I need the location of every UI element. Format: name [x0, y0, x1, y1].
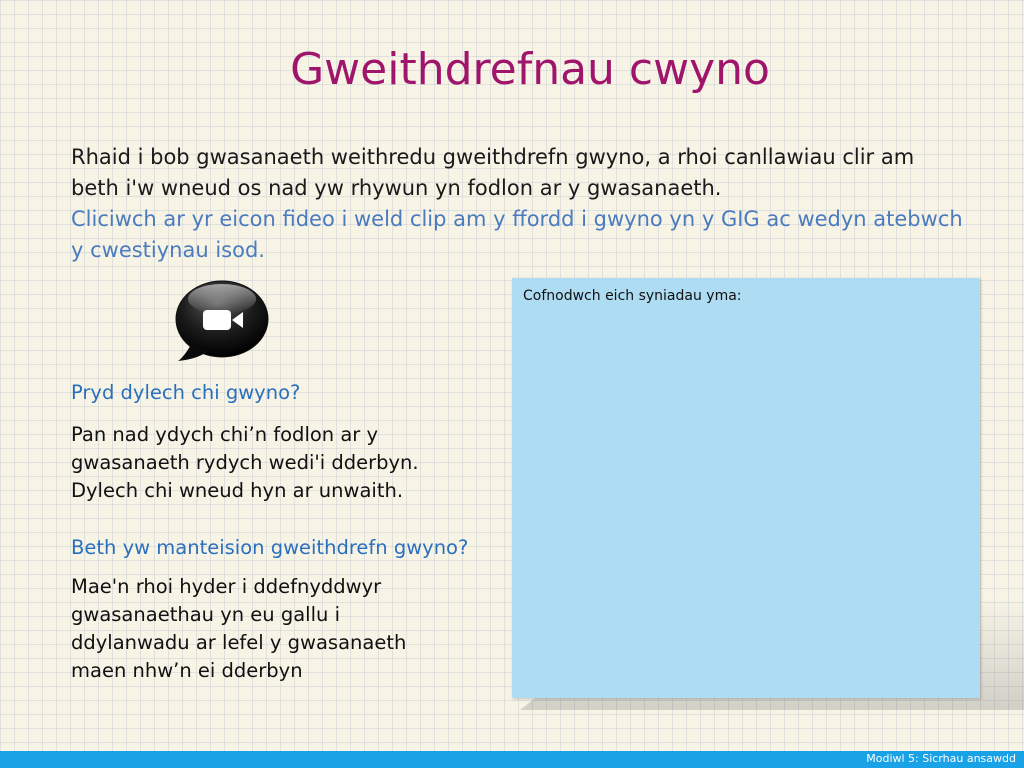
slide-title: Gweithdrefnau cwyno [290, 44, 770, 95]
answer-1: Pan nad ydych chi’n fodlon ar y gwasanaeth rydych wedi'i dderbyn. Dylech chi wneud hyn ar unwaith. [71, 423, 419, 502]
notes-input[interactable] [523, 310, 973, 684]
video-instruction-text: Cliciwch ar yr eicon fideo i weld clip am y ffordd i gwyno yn y GIG ac wedyn atebwch y cwestiynau isod. [71, 207, 963, 262]
answer-2: Mae'n rhoi hyder i ddefnyddwyr gwasanaethau yn eu gallu i ddylanwadu ar lefel y gwasanaeth maen nhw’n ei dderbyn [71, 575, 407, 682]
footer-module-label: Modiwl 5: Sicrhau ansawdd [866, 752, 1016, 765]
question-2: Beth yw manteision gweithdrefn gwyno? [71, 536, 469, 559]
question-1: Pryd dylech chi gwyno? [71, 381, 301, 404]
notes-label: Cofnodwch eich syniadau yma: [523, 288, 742, 304]
footer-bar [0, 751, 1024, 768]
video-camera-icon[interactable] [172, 277, 272, 365]
notes-box[interactable] [512, 278, 980, 698]
intro-text: Rhaid i bob gwasanaeth weithredu gweithdrefn gwyno, a rhoi canllawiau clir am beth i'w wneud os nad yw rhywun yn fodlon ar y gwasanaeth. [71, 145, 915, 200]
